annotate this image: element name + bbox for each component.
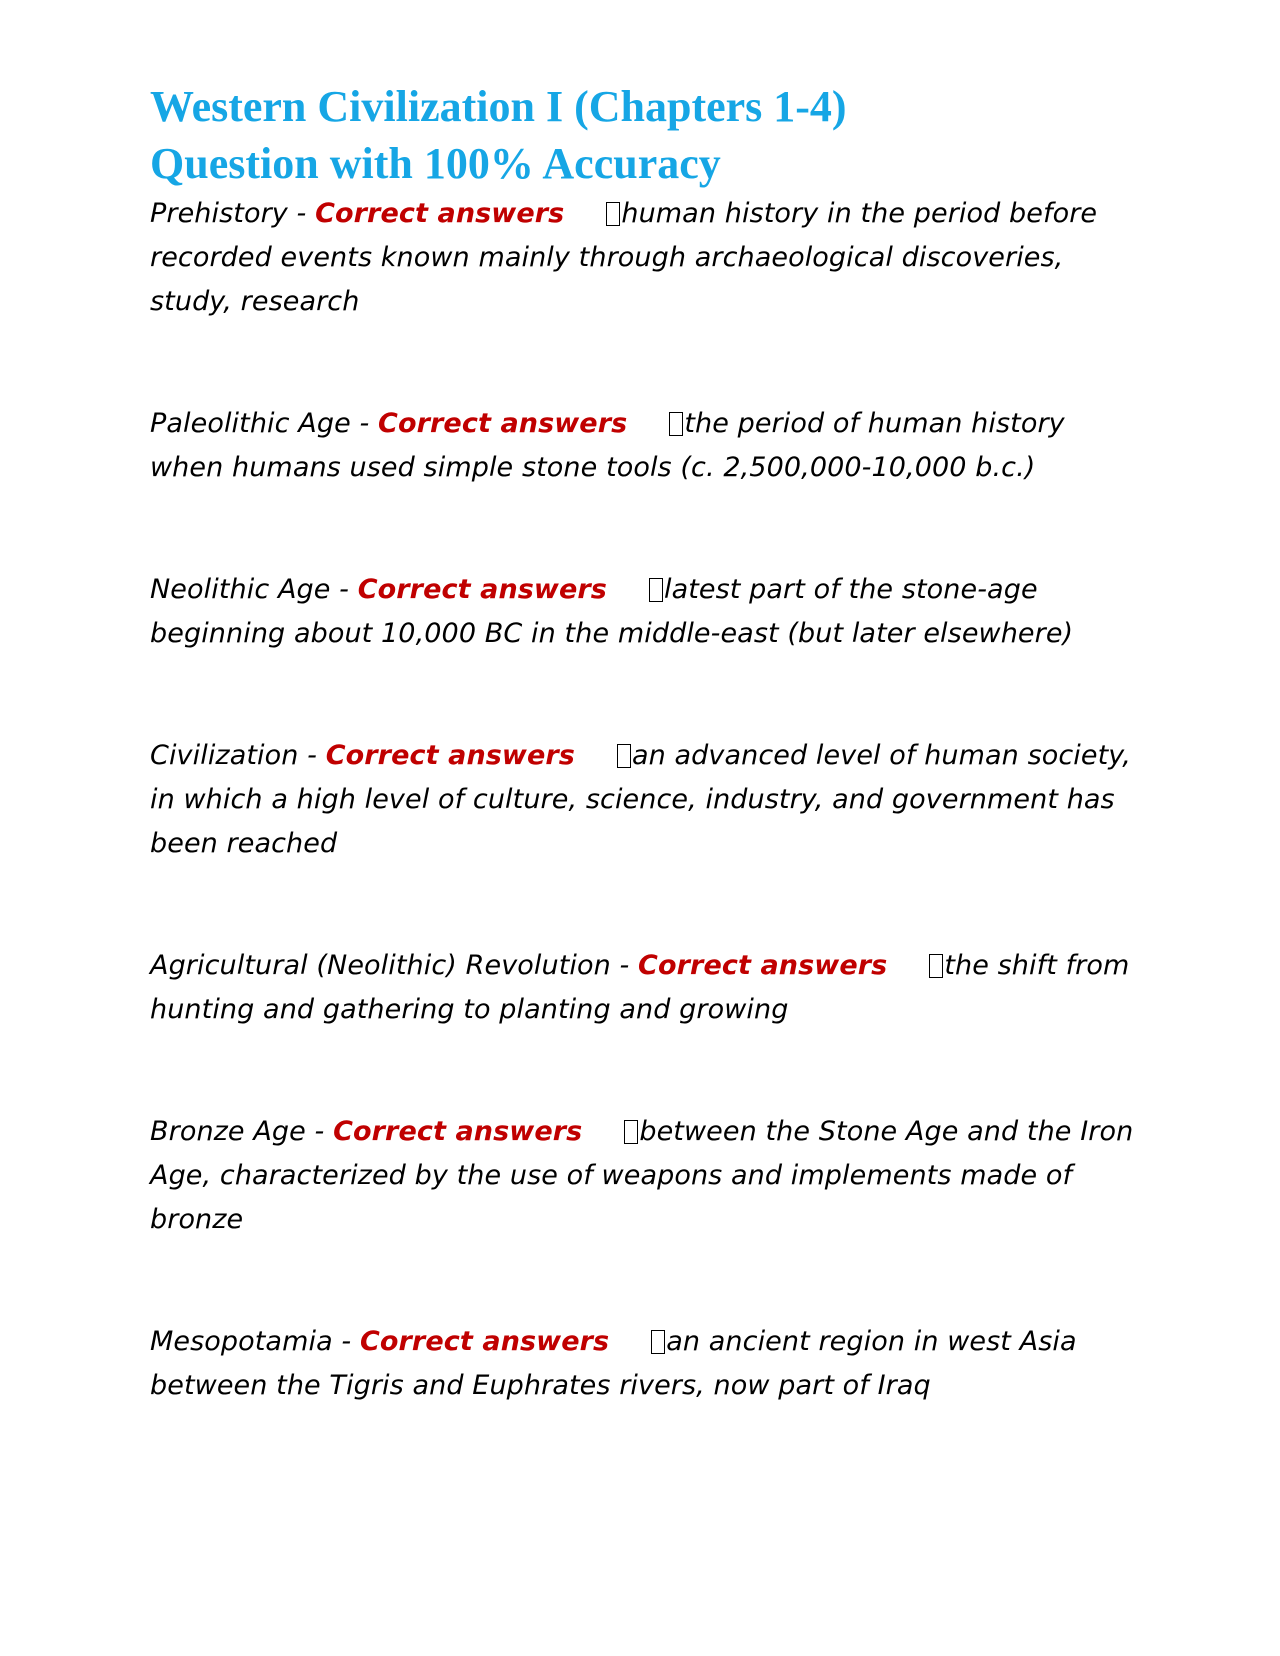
answer-label: Correct answers (638, 950, 888, 981)
term: Agricultural (Neolithic) Revolution (150, 950, 611, 981)
list-item (150, 568, 1140, 656)
definition: an ancient region in west Asia between the Tigris and Euphrates rivers, now part of Iraq (150, 1326, 1077, 1401)
definition: the period of human history when humans used simple stone tools (c. 2,500,000-10,000 b.c.) (150, 408, 1065, 483)
document-title (150, 78, 1140, 192)
answer-label: Correct answers (359, 1326, 610, 1357)
separator: - (332, 1326, 360, 1357)
list-item (150, 944, 1140, 1032)
missing-glyph-box-icon (929, 954, 943, 978)
answer-label: Correct answers (333, 1116, 583, 1147)
definition: latest part of the stone-age beginning about 10,000 BC in the middle-east (but later elsewhere) (150, 574, 1074, 649)
term: Civilization (150, 740, 299, 771)
answer-label: Correct answers (315, 198, 565, 229)
missing-glyph-box-icon (649, 578, 663, 602)
term: Neolithic Age (150, 574, 331, 605)
answer-label: Correct answers (378, 408, 628, 439)
term: Prehistory (150, 198, 288, 229)
term: Paleolithic Age (150, 408, 351, 439)
title-line-2: Question with 100% Accuracy (150, 139, 721, 188)
answer-label: Correct answers (325, 740, 575, 771)
definition: human history in the period before recorded events known mainly through archaeological discoveries, study, research (150, 198, 1098, 317)
document-page (150, 78, 1140, 1486)
missing-glyph-box-icon (651, 1330, 665, 1354)
separator: - (305, 1116, 334, 1147)
separator: - (610, 950, 639, 981)
list-item (150, 192, 1140, 324)
separator: - (287, 198, 316, 229)
missing-glyph-box-icon (606, 202, 620, 226)
definition: between the Stone Age and the Iron Age, characterized by the use of weapons and implements made of bronze (150, 1116, 1134, 1235)
term: Bronze Age (150, 1116, 306, 1147)
missing-glyph-box-icon (669, 412, 683, 436)
separator: - (350, 408, 379, 439)
list-item (150, 1320, 1140, 1408)
definition: the shift from hunting and gathering to planting and growing (150, 950, 1130, 1025)
definition: an advanced level of human society, in which a high level of culture, science, industry, and government has been reached (150, 740, 1131, 859)
list-item (150, 734, 1140, 866)
entries-list (150, 192, 1140, 1408)
separator: - (298, 740, 326, 771)
missing-glyph-box-icon (617, 744, 631, 768)
list-item (150, 402, 1140, 490)
answer-label: Correct answers (357, 574, 607, 605)
missing-glyph-box-icon (624, 1120, 638, 1144)
separator: - (330, 574, 358, 605)
title-line-1: Western Civilization I (Chapters 1-4) (150, 82, 847, 131)
list-item (150, 1110, 1140, 1242)
term: Mesopotamia (150, 1326, 333, 1357)
